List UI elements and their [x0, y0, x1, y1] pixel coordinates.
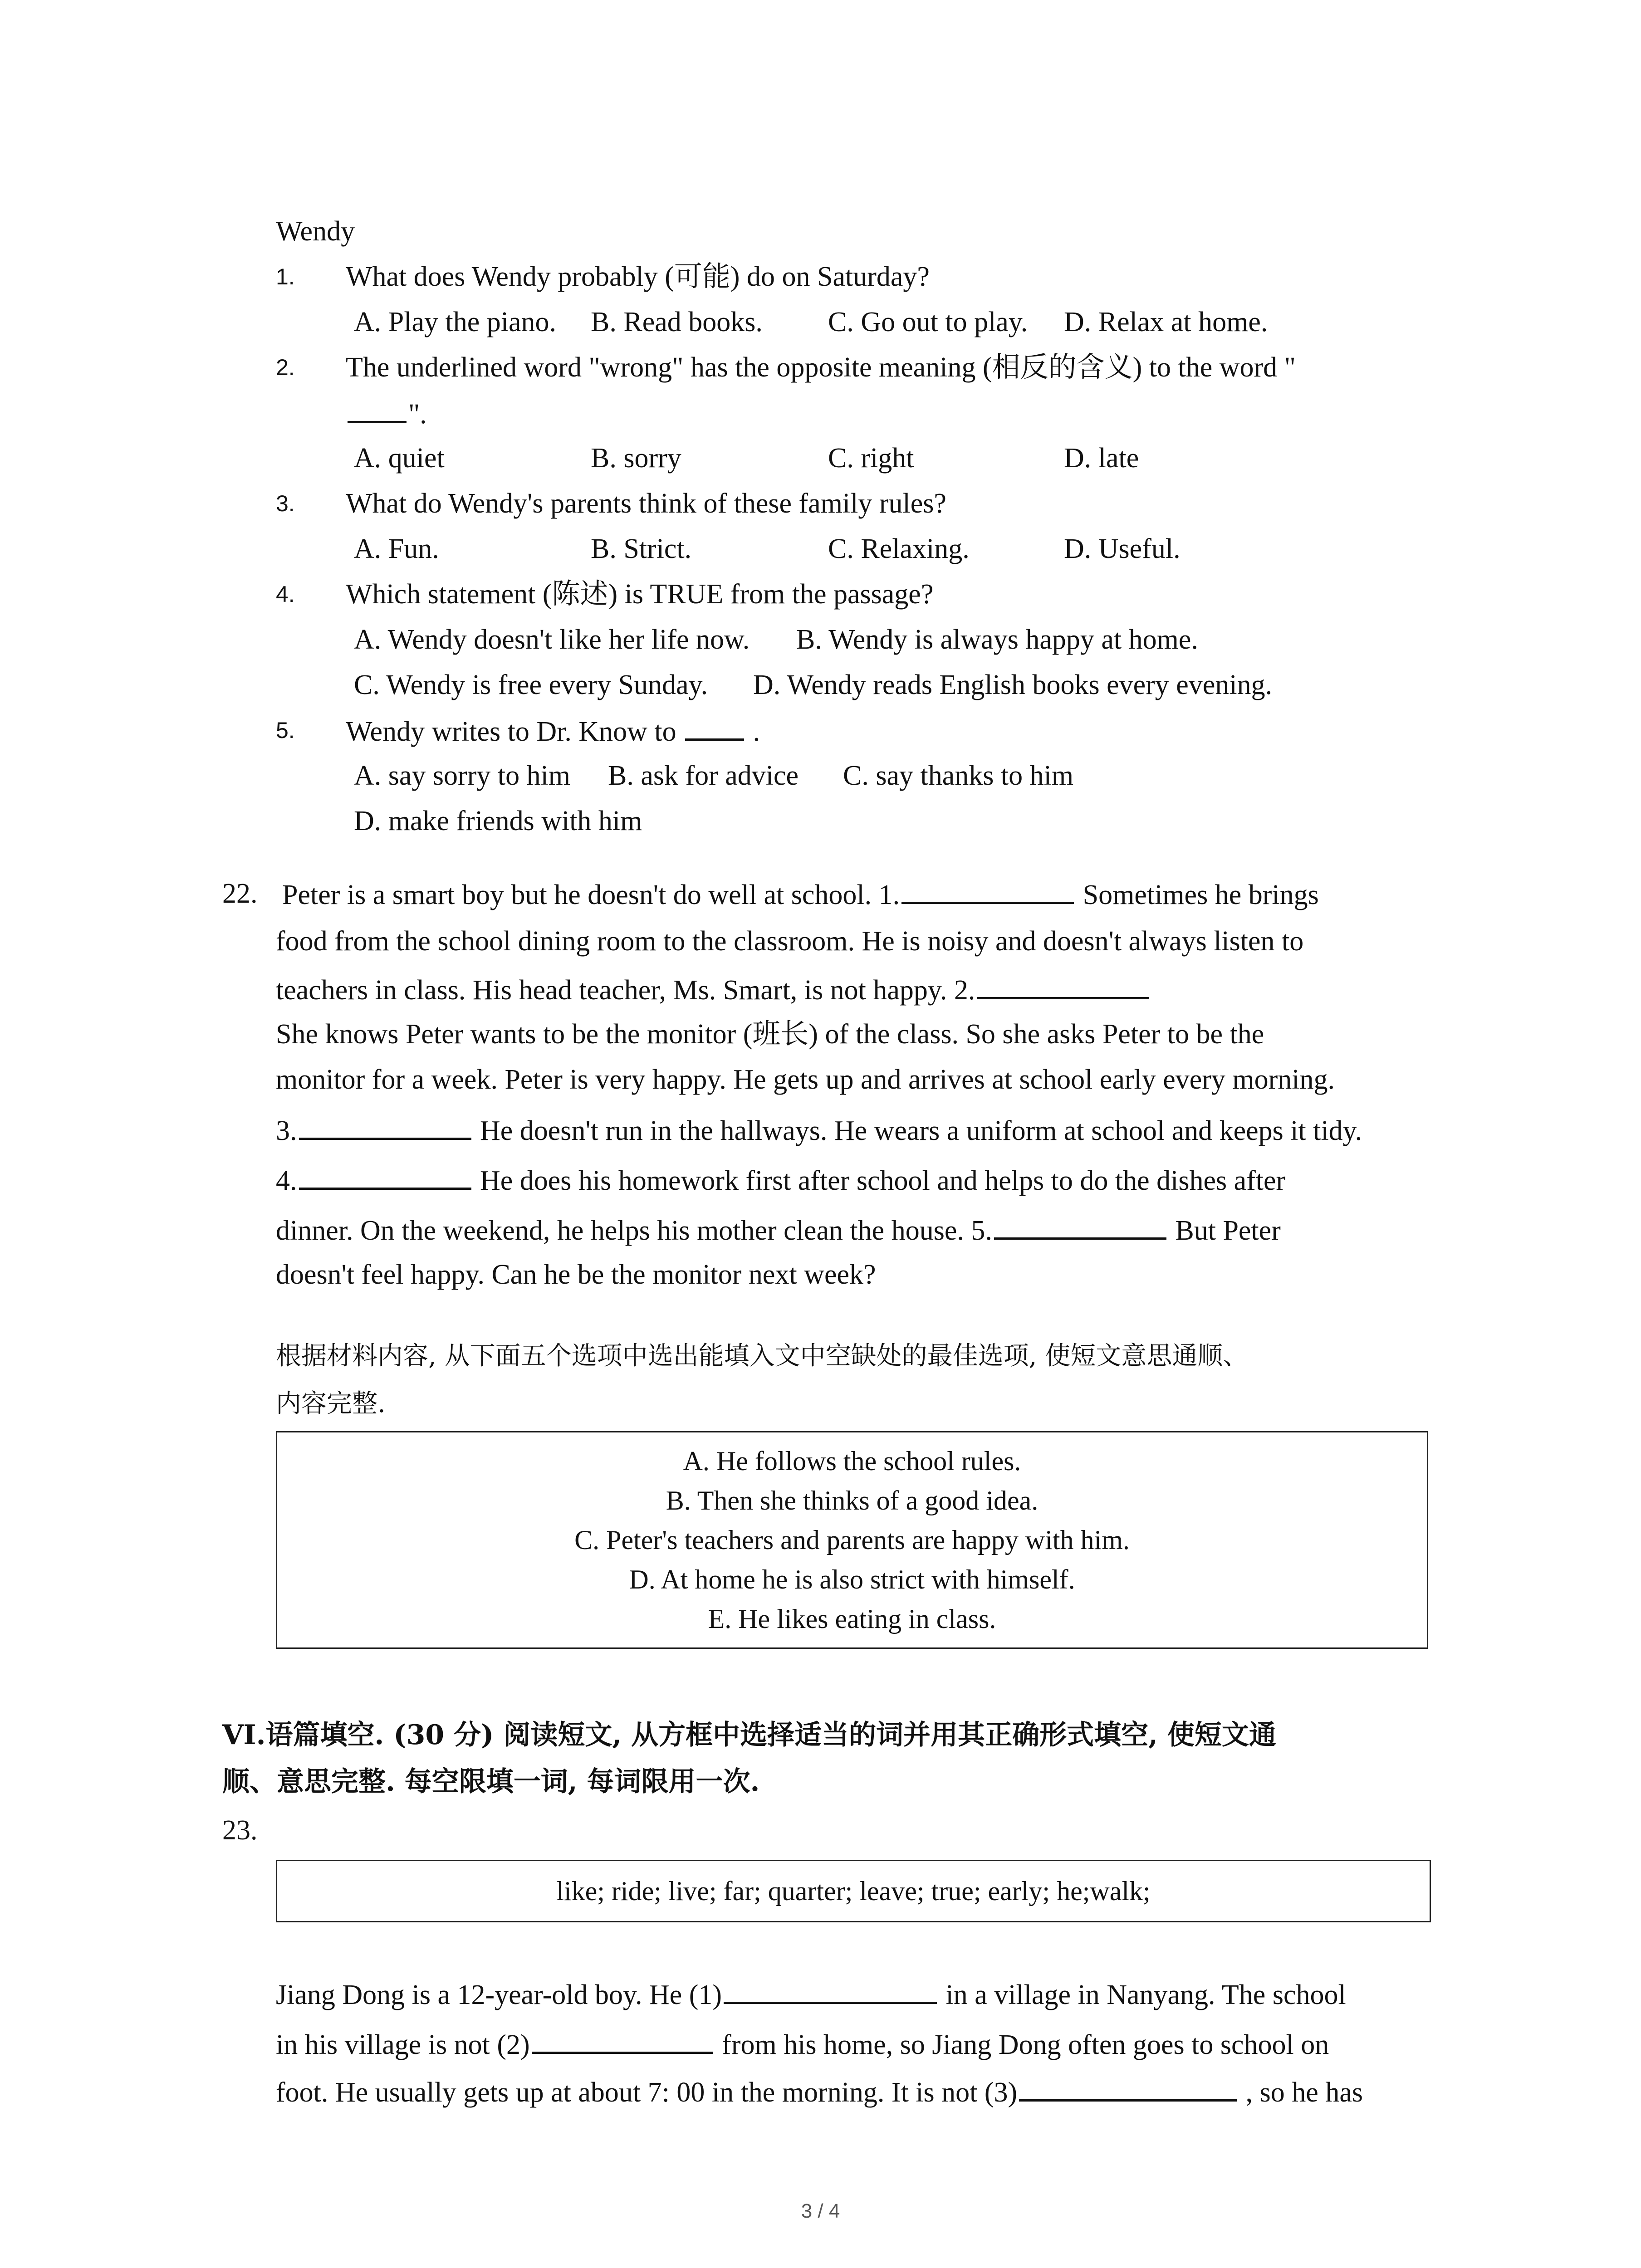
option: A. Play the piano.	[354, 307, 556, 337]
option-row	[354, 621, 1488, 658]
answer-blank	[348, 395, 407, 423]
answer-blank	[977, 971, 1149, 999]
question-number: 4.	[276, 582, 295, 607]
passage-line: dinner. On the weekend, he helps his mother clean the house. 5. But Peter	[276, 1211, 1281, 1249]
option: C. right	[828, 443, 914, 474]
passage-line: Peter is a smart boy but he doesn't do well at school. 1. Sometimes he brings	[282, 875, 1319, 913]
passage-line: foot. He usually gets up at about 7: 00 in the morning. It is not (3) , so he has	[276, 2073, 1363, 2111]
options-box	[276, 1431, 1428, 1649]
option: C. Wendy is free every Sunday.	[354, 670, 708, 700]
page-number: 3 / 4	[801, 2200, 840, 2222]
word-box	[276, 1860, 1431, 1922]
question-number: 23.	[222, 1815, 258, 1846]
option: A. Fun.	[354, 533, 439, 564]
passage-line: Jiang Dong is a 12-year-old boy. He (1) in a village in Nanyang. The school	[276, 1975, 1346, 2013]
option: C. Go out to play.	[828, 307, 1028, 337]
option-c: C. Peter's teachers and parents are happy with him.	[574, 1525, 1130, 1555]
question-number: 5.	[276, 718, 295, 743]
question-text: Which statement (陈述) is TRUE from the passage?	[346, 579, 934, 610]
passage-line: She knows Peter wants to be the monitor (班长) of the class. So she asks Peter to be the	[276, 1019, 1264, 1050]
option-b: B. Then she thinks of a good idea.	[666, 1486, 1038, 1515]
option: D. Relax at home.	[1064, 307, 1268, 337]
question-text: What does Wendy probably (可能) do on Saturday?	[346, 261, 930, 292]
passage-line: doesn't feel happy. Can he be the monitor next week?	[276, 1259, 876, 1290]
option-row	[354, 304, 1488, 340]
passage-line: 3. He doesn't run in the hallways. He wears a uniform at school and keeps it tidy.	[276, 1111, 1362, 1149]
answer-blank	[1019, 2073, 1237, 2102]
passage-line: 4. He does his homework first after school and helps to do the dishes after	[276, 1161, 1285, 1199]
passage-signature: Wendy	[276, 216, 355, 247]
section-title: 顺、意思完整. 每空限填一词, 每词限用一次.	[222, 1766, 760, 1798]
option-row	[354, 803, 1488, 839]
passage-line: teachers in class. His head teacher, Ms. Smart, is not happy. 2.	[276, 971, 1151, 1008]
option: C. say thanks to him	[843, 760, 1074, 791]
word-list: like; ride; live; far; quarter; leave; true; early; he;walk;	[556, 1876, 1151, 1906]
option: A. say sorry to him	[354, 760, 571, 791]
answer-blank	[532, 2025, 713, 2054]
answer-blank	[685, 712, 744, 741]
option: D. Wendy reads English books every evening.	[753, 670, 1273, 700]
passage-line: food from the school dining room to the classroom. He is noisy and doesn't always listen to	[276, 926, 1304, 957]
option: D. make friends with him	[354, 806, 642, 836]
answer-blank	[299, 1161, 471, 1190]
question-text: What do Wendy's parents think of these family rules?	[346, 488, 946, 519]
option: B. Wendy is always happy at home.	[796, 624, 1198, 655]
answer-blank	[299, 1111, 471, 1140]
question-number: 22.	[222, 878, 258, 909]
question-text-continued: ".	[346, 395, 427, 432]
answer-blank	[994, 1211, 1166, 1240]
answer-blank	[724, 1975, 937, 2004]
passage-line: monitor for a week. Peter is very happy. He gets up and arrives at school early every morning.	[276, 1064, 1335, 1095]
option: B. Read books.	[591, 307, 763, 337]
option: D. Useful.	[1064, 533, 1181, 564]
question-number: 3.	[276, 491, 295, 516]
question-number: 1.	[276, 264, 295, 289]
option-e: E. He likes eating in class.	[708, 1604, 996, 1634]
instruction-text: 根据材料内容, 从下面五个选项中选出能填入文中空缺处的最佳选项, 使短文意思通顺、	[276, 1341, 1249, 1371]
question-number: 2.	[276, 355, 295, 380]
option-d: D. At home he is also strict with himself.	[629, 1564, 1075, 1594]
option-row	[354, 531, 1488, 567]
option-row	[354, 758, 1488, 794]
option-a: A. He follows the school rules.	[683, 1446, 1021, 1476]
option: A. Wendy doesn't like her life now.	[354, 624, 750, 655]
passage-line: in his village is not (2) from his home, so Jiang Dong often goes to school on	[276, 2025, 1329, 2063]
option: B. Strict.	[591, 533, 692, 564]
question-text: The underlined word "wrong" has the opposite meaning (相反的含义) to the word "	[346, 352, 1296, 383]
option: B. ask for advice	[608, 760, 799, 791]
option: D. late	[1064, 443, 1139, 474]
option: B. sorry	[591, 443, 681, 474]
question-text: Wendy writes to Dr. Know to .	[346, 712, 760, 750]
option-row	[354, 667, 1488, 703]
section-title: VI.语篇填空. (30 分) 阅读短文, 从方框中选择适当的词并用其正确形式填空, 使短文通	[222, 1719, 1276, 1751]
option-row	[354, 440, 1488, 476]
option: C. Relaxing.	[828, 533, 970, 564]
option: A. quiet	[354, 443, 445, 474]
instruction-text: 内容完整.	[276, 1389, 386, 1418]
answer-blank	[901, 875, 1074, 904]
